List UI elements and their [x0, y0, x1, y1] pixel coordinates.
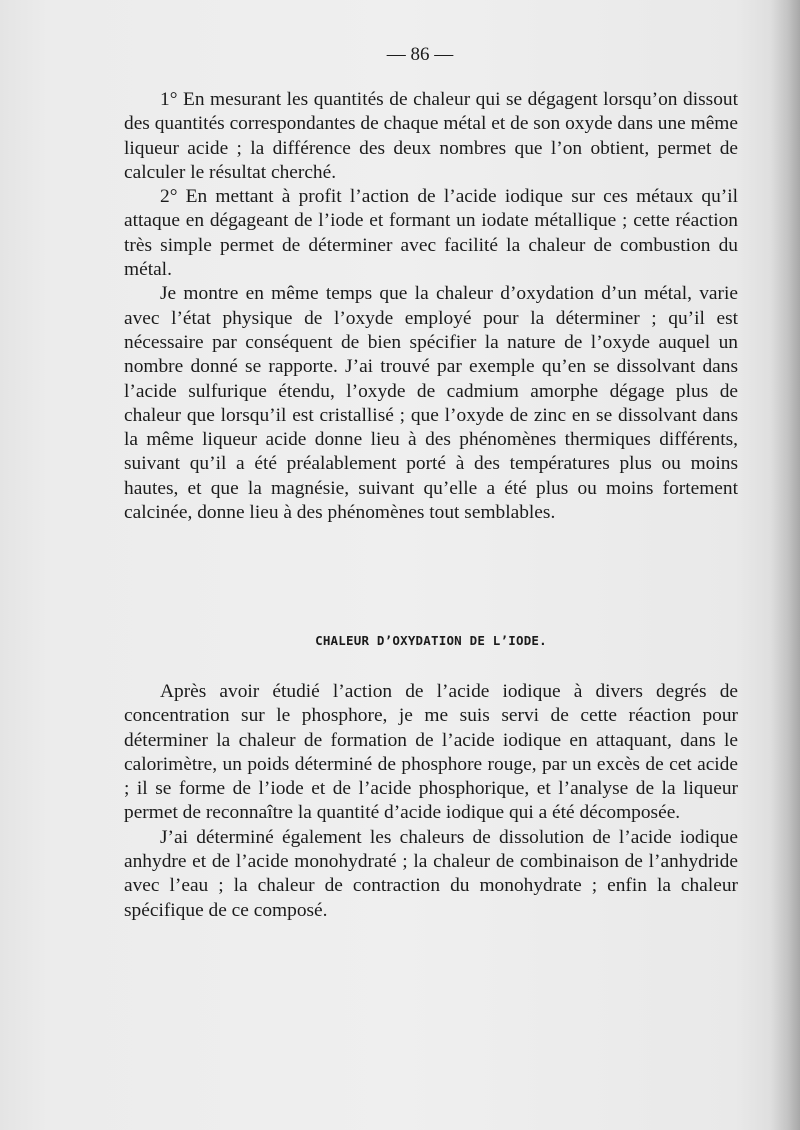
paragraph-method-1: 1° En mesurant les quantités de chaleur qui se dégagent lorsqu’on dissout des quantités correspondantes de chaque métal et de son oxyde dans une même liqueur acide ; la différence des deux nombres que l’on obtient, permet de calculer le résultat cherché. [124, 89, 738, 183]
page-number: — 86 — [386, 44, 454, 65]
paragraph-oxydation-state: Je montre en même temps que la chaleur d’oxydation d’un métal, varie avec l’état physique de l’oxyde employé pour la déterminer ; qu’il est nécessaire par conséquent de bien spécifier la nature de l’oxyde auquel un nombre donné se rapporte. J’ai trouvé par exemple qu’en se dissolvant dans l’acide sulfurique étendu, l’oxyde de cadmium amorphe dégage plus de chaleur que lorsqu’il est cristallisé ; que l’oxyde de zinc en se dissolvant dans la même liqueur acide donne lieu à des phénomènes thermiques différents, suivant qu’il a été préalablement porté à des températures plus ou moins hautes, et que la magnésie, suivant qu’elle a été plus ou moins fortement calcinée, donne lieu à des phénomènes tout semblables. [124, 283, 738, 524]
paragraph-method-2: 2° En mettant à profit l’action de l’acide iodique sur ces métaux qu’il attaque en dégageant de l’iode et formant un iodate métallique ; cette réaction très simple permet de déterminer avec facilité la chaleur de combustion du métal. [124, 186, 738, 281]
body-text-bottom [124, 680, 738, 923]
body-text-top [124, 88, 738, 525]
section-heading: CHALEUR D’OXYDATION DE L’IODE. [315, 633, 547, 648]
page-edge-shadow [770, 0, 800, 1130]
paragraph-iodic-acid: Après avoir étudié l’action de l’acide iodique à divers degrés de concentration sur le phosphore, je me suis servi de cette réaction pour déterminer la chaleur de formation de l’acide iodique en attaquant, dans le calorimètre, un poids déterminé de phosphore rouge, par un excès de cet acide ; il se forme de l’iode et de l’acide phosphorique, et l’analyse de la liqueur permet de reconnaître la quantité d’acide iodique qui a été décomposée. [124, 681, 738, 824]
paragraph-dissolution-heats: J’ai déterminé également les chaleurs de dissolution de l’acide iodique anhydre et de l’acide monohydraté ; la chaleur de combinaison de l’anhydride avec l’eau ; la chaleur de contraction du monohydrate ; enfin la chaleur spécifique de ce composé. [124, 826, 738, 921]
